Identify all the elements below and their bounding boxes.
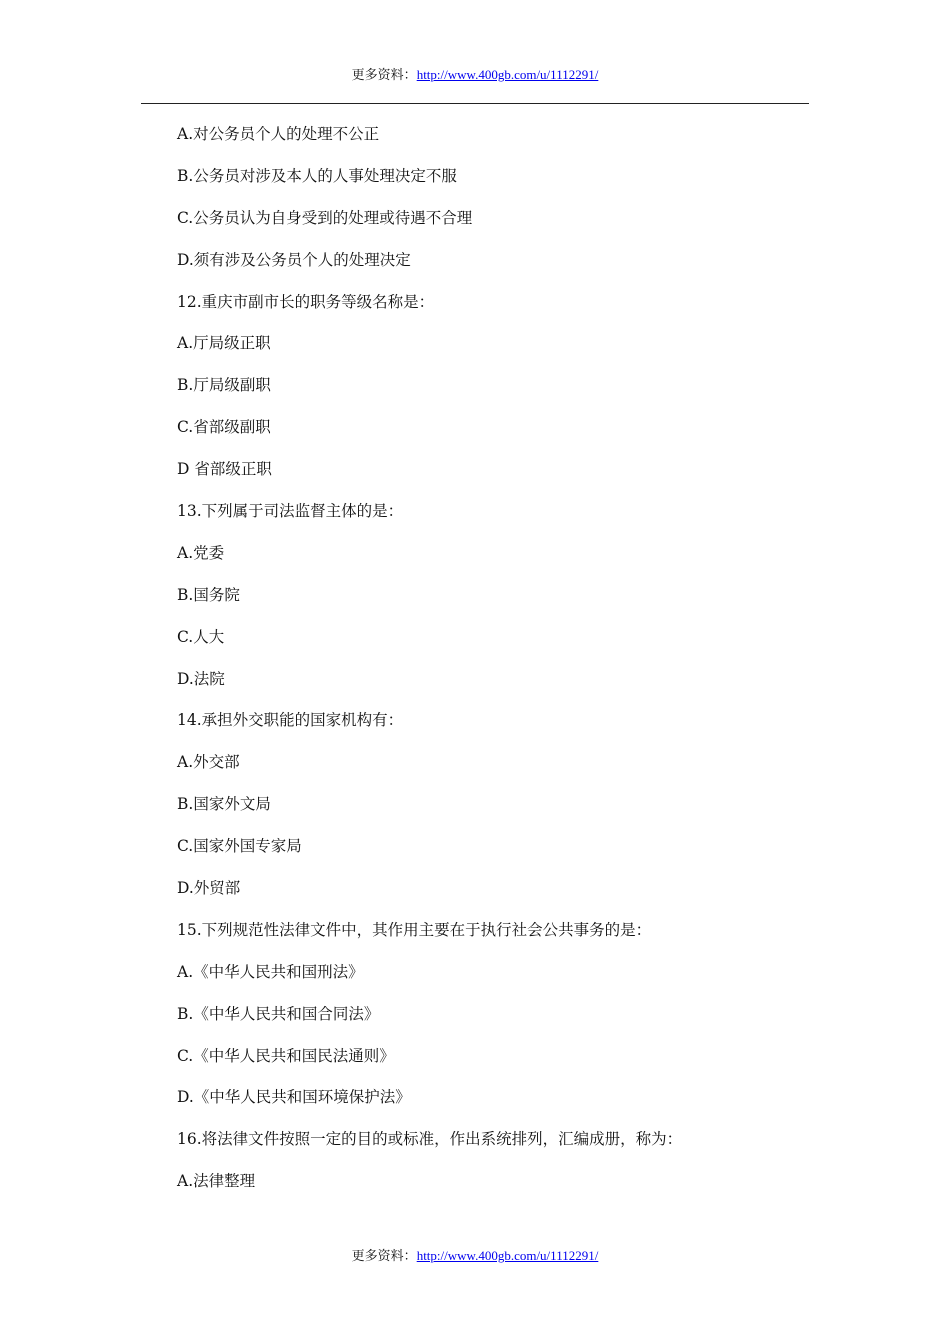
option-line: A.外交部 [177,753,240,772]
text-line: B.公务员对涉及本人的人事处理决定不服 [177,166,457,185]
option-line: A.《中华人民共和国刑法》 [177,962,364,981]
option-line: B.国家外文局 [177,795,271,814]
option-line: C.《中华人民共和国民法通则》 [177,1046,395,1065]
option-line: B.国务院 [177,585,240,604]
option-line: C.国家外国专家局 [177,837,302,856]
option-line: A.党委 [177,543,225,562]
option-line: D 省部级正职 [177,460,272,479]
option-line: D.《中华人民共和国环境保护法》 [177,1088,411,1107]
question-line: 16.将法律文件按照一定的目的或标准，作出系统排列，汇编成册，称为： [177,1130,683,1149]
question-line: 15.下列规范性法律文件中，其作用主要在于执行社会公共事务的是： [177,920,652,939]
text-line: A.对公务员个人的处理不公正 [177,125,380,143]
header-link[interactable]: http://www.400gb.com/u/1112291/ [416,67,599,82]
option-line: A.法律整理 [177,1172,256,1191]
option-line: D.法院 [177,669,225,688]
page-header [0,66,950,85]
text-line: C.公务员认为自身受到的处理或待遇不合理 [177,208,473,227]
option-line: C.人大 [177,627,225,646]
question-line: 13.下列属于司法监督主体的是： [177,502,404,521]
option-line: C.省部级副职 [177,418,271,437]
option-line: B.厅局级副职 [177,376,271,395]
header-divider [141,103,809,104]
option-line: A.厅局级正职 [177,334,271,353]
footer-label: 更多资料： [351,1249,417,1264]
text-line: D.须有涉及公务员个人的处理决定 [177,250,411,269]
option-line: B.《中华人民共和国合同法》 [177,1004,380,1023]
question-line: 14.承担外交职能的国家机构有： [177,711,404,730]
question-line: 12.重庆市副市长的职务等级名称是： [177,292,435,311]
footer-link[interactable]: http://www.400gb.com/u/1112291/ [416,1248,599,1263]
option-line: D.外贸部 [177,879,241,898]
document-body [177,120,777,1209]
page-footer [0,1247,950,1266]
header-label: 更多资料： [351,68,417,83]
